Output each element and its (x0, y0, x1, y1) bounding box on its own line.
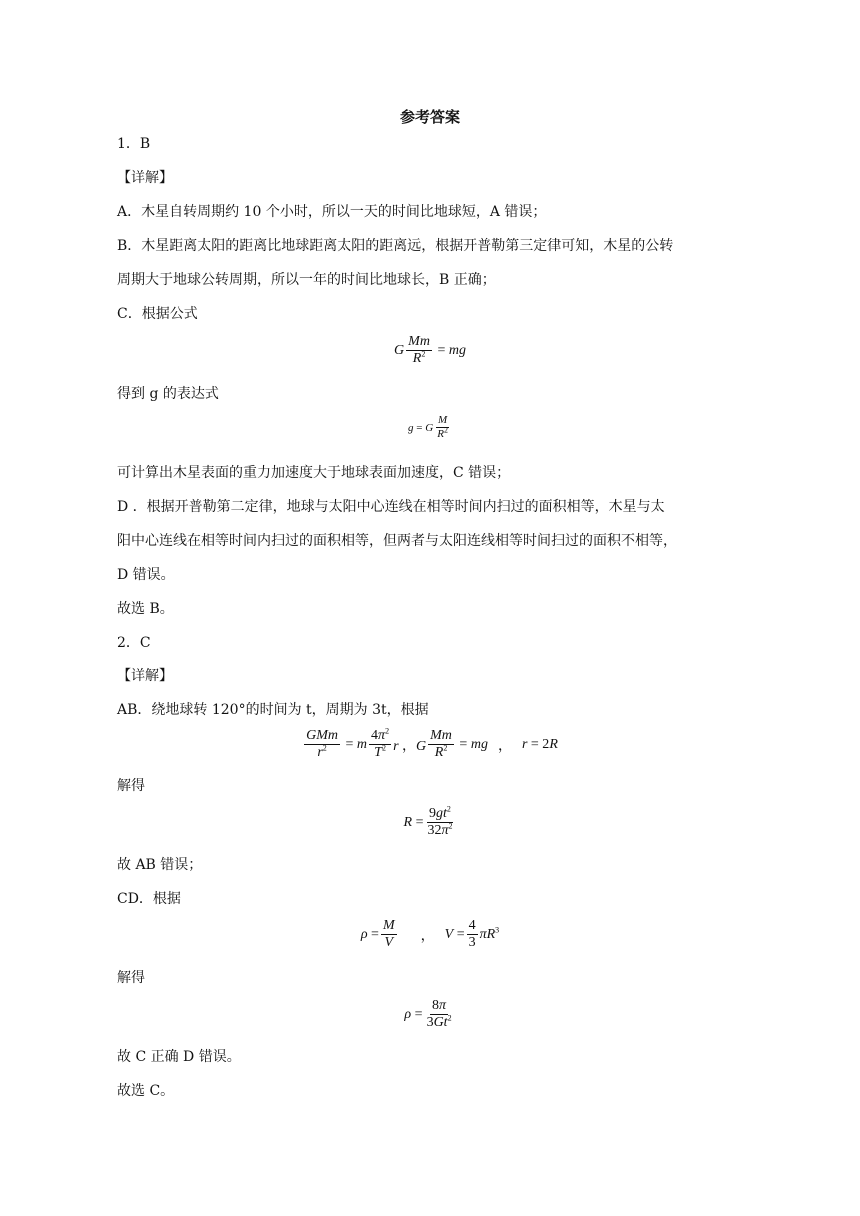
q2-option-cd: CD．根据 (117, 891, 181, 907)
fraction-m-r2: $\frac{M}{R^2}$ (437, 414, 448, 440)
q2-ab-wrong: 故 AB 错误； (117, 857, 203, 873)
q1-option-b-line1: B．木星距离太阳的距离比地球距离太阳的距离远，根据开普勒第三定律可知，木星的公转 (117, 238, 674, 254)
equation-g: g = G $\frac{M}{R^2}$ (408, 414, 448, 440)
q1-get-g: 得到 g 的表达式 (117, 386, 219, 402)
fraction-8pi-3gt2: $\frac{8\pi}{3Gt^2}$ (426, 998, 452, 1030)
fraction-gmm-r2: $\frac{\text{GMm}}{r^2}$ (306, 728, 339, 760)
page-title: 参考答案 (399, 108, 460, 126)
q1-option-d-line3: D 错误。 (117, 567, 175, 583)
equation-density: ρ = $\frac{8\pi}{3Gt^2}$ (404, 998, 452, 1030)
q2-c-right: 故 C 正确 D 错误。 (117, 1049, 241, 1065)
q1-option-d-line2: 阳中心连线在相等时间内扫过的面积相等，但两者与太阳连线相等时间扫过的面积不相等， (117, 533, 677, 549)
q2-solve-1: 解得 (117, 778, 145, 794)
fraction-4pi2-t2: $\frac{4\pi^2}{T^2}$ (371, 726, 390, 760)
equation-radius: R = $\frac{9gt^2}{32\pi^2}$ (403, 804, 453, 838)
fraction-m-v: $\frac{M}{V}$ (382, 918, 395, 950)
q2-answer: 2．C (117, 635, 151, 651)
equation-gravity: G $\frac{Mm}{R^2}$ = mg (394, 334, 466, 366)
q2-detail-heading: 【详解】 (117, 668, 173, 684)
q1-conclusion: 故选 B。 (117, 601, 174, 617)
q1-option-d-line1: D ．根据开普勒第二定律，地球与太阳中心连线在相等时间内扫过的面积相等，木星与太 (117, 499, 665, 515)
fraction-4-3: $\frac{4}{3}$ (468, 918, 476, 950)
q1-option-c: C．根据公式 (117, 306, 198, 322)
equation-density-volume: ρ = $\frac{M}{V}$ ， V = $\frac{4}{3}$ $\pi R^3$ (360, 918, 500, 950)
q1-detail-heading: 【详解】 (117, 170, 173, 186)
q1-calc: 可计算出木星表面的重力加速度大于地球表面加速度，C 错误； (117, 465, 511, 481)
fraction-mm-r2-b: $\frac{Mm}{R^2}$ (430, 728, 452, 760)
q2-option-ab: AB．绕地球转 120°的时间为 t，周期为 3t，根据 (117, 702, 429, 718)
q2-conclusion: 故选 C。 (117, 1083, 175, 1099)
equation-orbit: $\frac{\text{GMm}}{r^2}$ = m $\frac{4\pi^2}{T^2}$ r ，G $\frac{Mm}{R^2}$ = mg ， r = 2R (306, 726, 558, 760)
fraction-9gt2-32pi2: $\frac{9gt^2}{32\pi^2}$ (427, 804, 453, 838)
q2-solve-2: 解得 (117, 970, 145, 986)
q1-answer: 1．B (117, 136, 151, 152)
q1-option-b-line2: 周期大于地球公转周期，所以一年的时间比地球长，B 正确； (117, 272, 496, 288)
fraction-mm-r2: $\frac{Mm}{R^2}$ (408, 334, 430, 366)
q1-option-a: A．木星自转周期约 10 个小时，所以一天的时间比地球短，A 错误； (117, 204, 547, 220)
